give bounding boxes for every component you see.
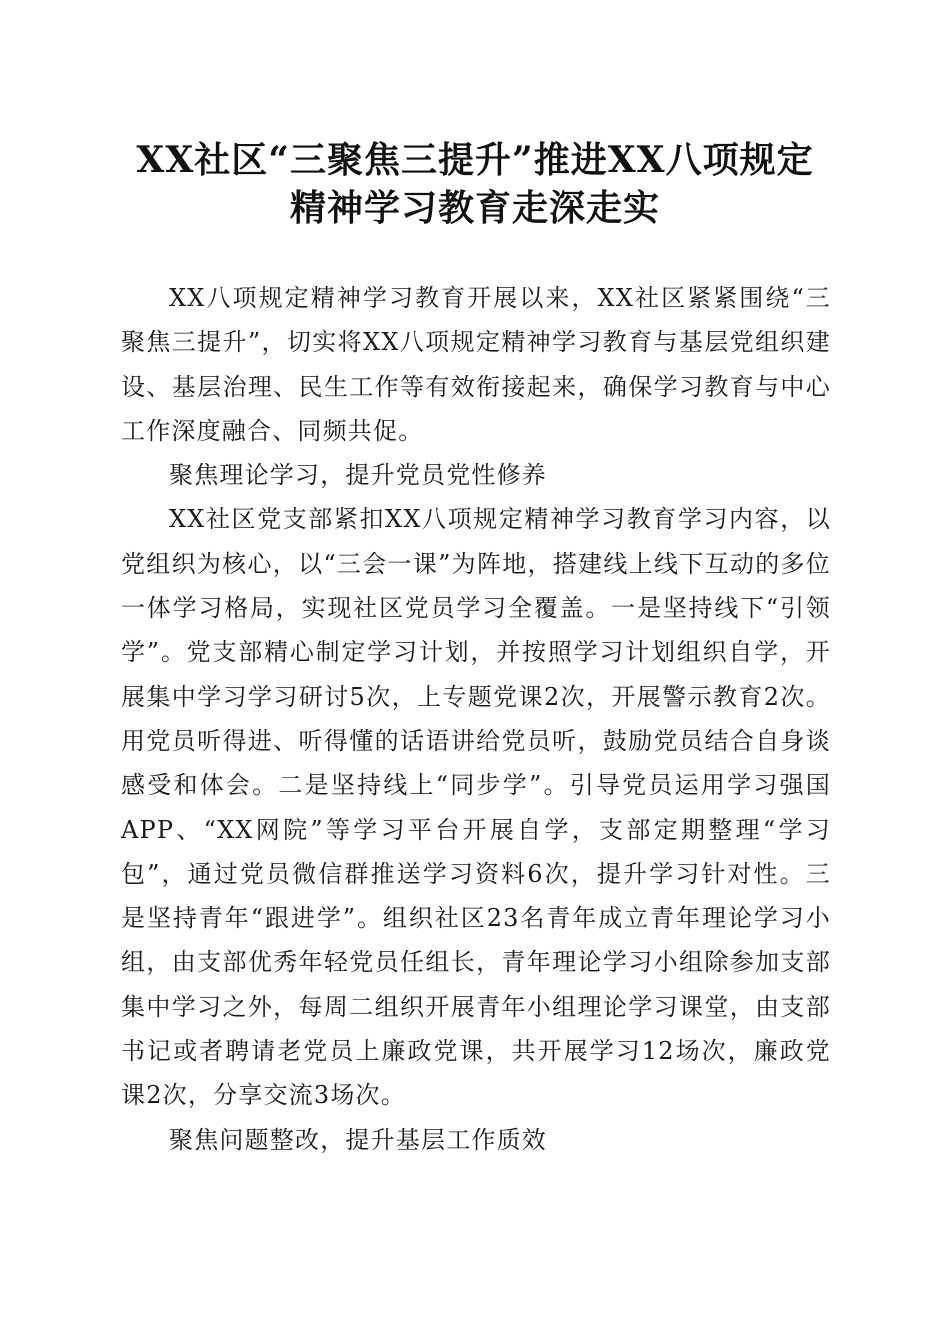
document-title — [100, 136, 850, 232]
title-line-2: 精神学习教育走深走实 — [289, 187, 660, 229]
section-heading-problem-rectification: 聚焦问题整改，提升基层工作质效 — [169, 1125, 547, 1154]
theory-study-paragraph: XX社区党支部紧扣XX八项规定精神学习教育学习内容，以党组织为核心，以“三会一课”为阵地，搭建线上线下互动的多位一体学习格局，实现社区党员学习全覆盖。一是坚持线下“引领学”。党支部精心制定学习计划，并按照学习计划组织自学，开展集中学习学习研讨5次，上专题党课2次，开展警示教育2次。用党员听得进、听得懂的话语讲给党员听，鼓励党员结合自身谈感受和体会。二是坚持线上“同步学”。引导党员运用学习强国APP、“XX网院”等学习平台开展自学，支部定期整理“学习包”，通过党员微信群推送学习资料6次，提升学习针对性。三是坚持青年“跟进学”。组织社区23名青年成立青年理论学习小组，由支部优秀年轻党员任组长，青年理论学习小组除参加支部集中学习之外，每周二组织开展青年小组理论学习课堂，由支部书记或者聘请老党员上廉政党课，共开展学习12场次，廉政党课2次，分享交流3场次。 — [121, 505, 831, 1110]
document-body — [121, 276, 831, 1162]
intro-paragraph: XX八项规定精神学习教育开展以来，XX社区紧紧围绕“三聚焦三提升”，切实将XX八项规定精神学习教育与基层党组织建设、基层治理、民生工作等有效衔接起来，确保学习教育与中心工作深度融合、同频共促。 — [121, 284, 831, 445]
section-heading-theory-study: 聚焦理论学习，提升党员党性修养 — [169, 461, 547, 490]
title-line-1: XX社区“三聚焦三提升”推进XX八项规定 — [136, 139, 814, 181]
